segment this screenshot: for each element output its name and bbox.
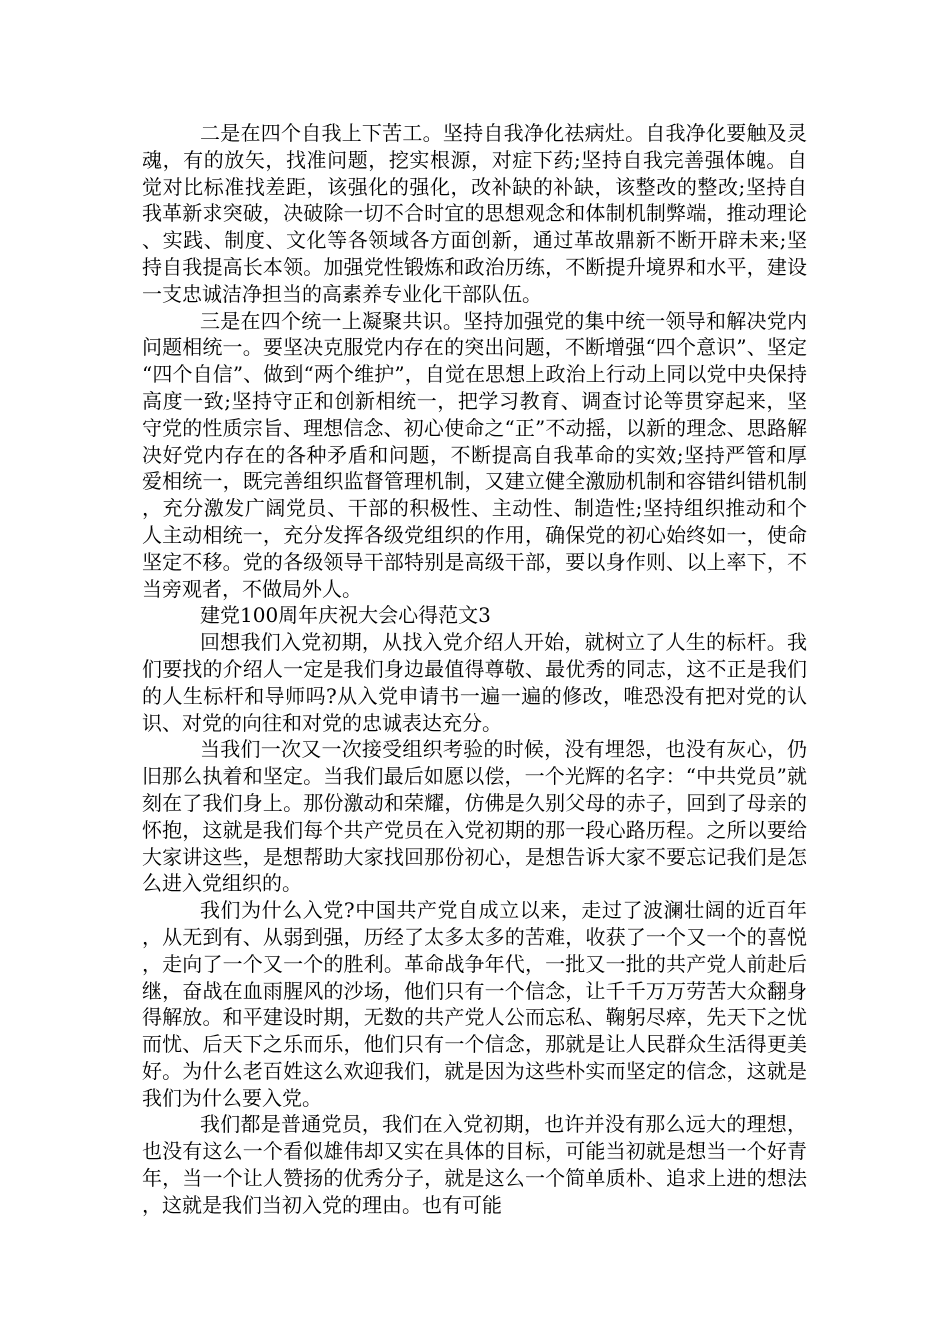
paragraph-organization-test: 当我们一次又一次接受组织考验的时候，没有埋怨，也没有灰心，仍旧那么执着和坚定。当我们最后如愿以偿，一个光辉的名字：“中共党员”就刻在了我们身上。那份激动和荣耀，仿佛是久别父母的赤子，回到了母亲的怀抱，这就是我们每个共产党员在入党初期的那一段心路历程。之所以要给大家讲这些，是想帮助大家找回那份初心，是想告诉大家不要忘记我们是怎么进入党组织的。: [142, 737, 807, 896]
paragraph-why-join: 我们为什么入党?中国共产党自成立以来，走过了波澜壮阔的近百年，从无到有、从弱到强，历经了太多太多的苦难，收获了一个又一个的喜悦，走向了一个又一个的胜利。革命战争年代，一批又一批的共产党人前赴后继，奋战在血雨腥风的沙场，他们只有一个信念，让千千万万劳苦大众翻身得解放。和平建设时期，无数的共产党人公而忘私、鞠躬尽瘁，先天下之忧而忧、后天下之乐而乐，他们只有一个信念，那就是让人民群众生活得更美好。为什么老百姓这么欢迎我们，就是因为这些朴实而坚定的信念，这就是我们为什么要入党。: [142, 898, 807, 1110]
document-body: [142, 120, 807, 1219]
paragraph-recall-joining: 回想我们入党初期，从找入党介绍人开始，就树立了人生的标杆。我们要找的介绍人一定是我们身边最值得尊敬、最优秀的同志，这不正是我们的人生标杆和导师吗?从入党申请书一遍一遍的修改，唯恐没有把对党的认识、对党的向往和对党的忠诚表达充分。: [142, 630, 807, 735]
paragraph-four-self: 二是在四个自我上下苦工。坚持自我净化祛病灶。自我净化要触及灵魂，有的放矢，找准问题，挖实根源，对症下药;坚持自我完善强体魄。自觉对比标准找差距，该强化的强化，改补缺的补缺，该整改的整改;坚持自我革新求突破，决破除一切不合时宜的思想观念和体制机制弊端，推动理论、实践、制度、文化等各领域各方面创新，通过革故鼎新不断开辟未来;坚持自我提高长本领。加强党性锻炼和政治历练，不断提升境界和水平，建设一支忠诚洁净担当的高素养专业化干部队伍。: [142, 121, 807, 306]
paragraph-ordinary-members: 我们都是普通党员，我们在入党初期，也许并没有那么远大的理想，也没有这么一个看似雄伟却又实在具体的目标，可能当初就是想当一个好青年，当一个让人赞扬的优秀分子，就是这么一个简单质朴、追求上进的想法，这就是我们当初入党的理由。也有可能: [142, 1112, 807, 1217]
paragraph-four-unity: 三是在四个统一上凝聚共识。坚持加强党的集中统一领导和解决党内问题相统一。要坚决克服党内存在的突出问题，不断增强“四个意识”、坚定“四个自信”、做到“两个维护”，自觉在思想上政治上行动上同以党中央保持高度一致;坚持守正和创新相统一，把学习教育、调查讨论等贯穿起来，坚守党的性质宗旨、理想信念、初心使命之“正”不动摇，以新的理念、思路解决好党内存在的各种矛盾和问题，不断提高自我革命的实效;坚持严管和厚爱相统一，既完善组织监督管理机制，又建立健全激励机制和容错纠错机制，充分激发广阔党员、干部的积极性、主动性、制造性;坚持组织推动和个人主动相统一，充分发挥各级党组织的作用，确保党的初心始终如一，使命坚定不移。党的各级领导干部特别是高级干部，要以身作则、以上率下，不当旁观者，不做局外人。: [142, 308, 807, 601]
section-heading: 建党100周年庆祝大会心得范文3: [200, 603, 491, 628]
